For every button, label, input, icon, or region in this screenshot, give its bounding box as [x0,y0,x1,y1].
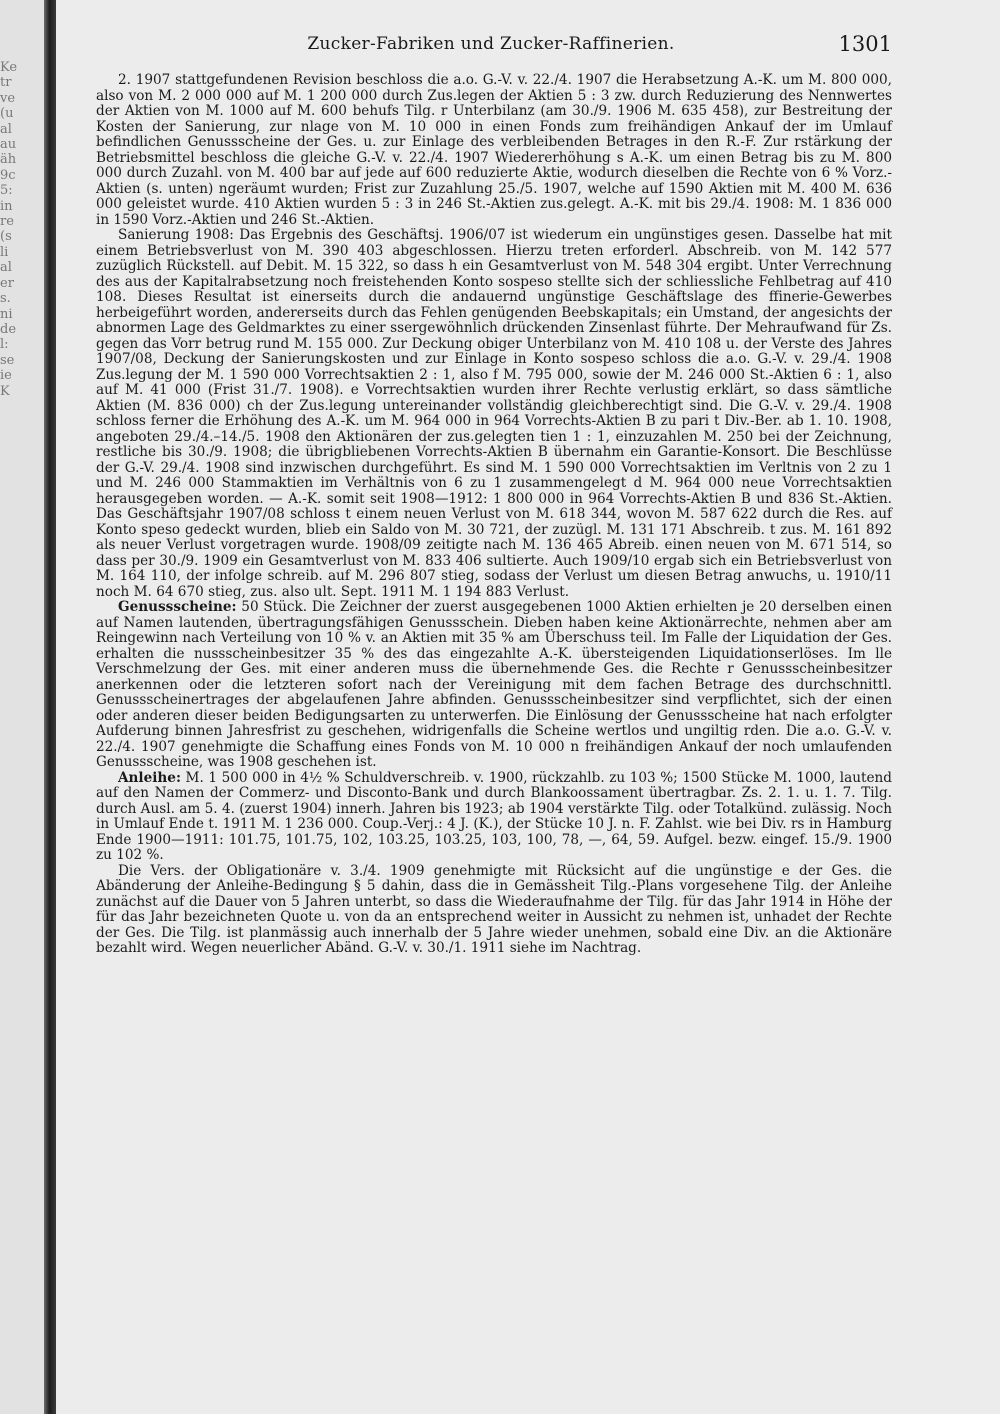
bleed-line: äh [0,152,17,168]
bleed-line: K [0,383,10,399]
bleed-line: (u [0,106,14,122]
paragraph-anleihe [96,771,892,864]
bleed-line: se [0,352,15,368]
bleed-line: au [0,137,17,153]
paragraph-obligationaere [96,864,892,957]
book-spine-gutter [44,0,56,1414]
bleed-line: al [0,260,12,276]
bleed-line: in [0,198,13,214]
paragraph-text: 2. 1907 stattgefundenen Revision beschloss die a.o. G.-V. v. 22./4. 1907 die Herabsetzung A.-K. um M. 800 000, also von M. 2 000 000 auf M. 1 200 000 durch Zus.legen der Aktien 5 : 3 zw. durch Reduzierung des Nennwertes der Aktien von M. 1000 auf M. 600 behufs Tilg. r Unterbilanz (am 30./9. 1906 M. 635 458), zur Bestreitung der Kosten der Sanierung, zur nlage von M. 10 000 in einen Fonds zum freihändigen Ankauf der im Umlauf befindlichen Genussscheine der Ges. u. zur Einlage des verbleibenden Betrages in den R.-F. Zur rstärkung der Betriebsmittel beschloss die gleiche G.-V. v. 22./4. 1907 Wiedererhöhung s A.-K. um einen Betrag bis zu M. 800 000 durch Zuzahl. von M. 400 bar auf jede auf 600 reduzierte Aktie, wodurch dieselben die Rechte von 6 % Vorz.-Aktien (s. unten) ngeräumt wurden; Frist zur Zuzahlung 25./5. 1907, welche auf 1590 Aktien mit M. 400 M. 636 000 geleistet wurde. 410 Aktien wurden 5 : 3 in 246 St.-Aktien zus.gelegt. A.-K. mit bis 29./4. 1908: M. 1 836 000 in 1590 Vorz.-Aktien und 246 St.-Aktien. [96,72,892,228]
bleed-line: s. [0,291,11,307]
paragraph-text: Sanierung 1908: Das Ergebnis des Geschäftsj. 1906/07 ist wiederum ein ungünstiges gesen. Dasselbe hat mit einem Betriebsverlust von M. 390 403 abgeschlossen. Hierzu treten erforderl. Abschreib. von M. 142 577 zuzüglich Rückstell. auf Debit. M. 15 322, so dass h ein Gesamtverlust von M. 548 304 ergibt. Unter Verrechnung des aus der Kapitalrabsetzung noch freistehenden Konto sospeso stellte sich der schliessliche Fehlbetrag auf 410 108. Dieses Resultat ist einerseits durch die andauernd ungünstige Geschäftslage des ffinerie-Gewerbes herbeigeführt worden, andererseits durch das Fehlen genügenden Beebskapitals; ein Umstand, der angesichts der abnormen Lage des Geldmarktes zu einer ssergewöhnlich drückenden Zinsenlast führte. Der Mehraufwand für Zs. gegen das Vorr betrug rund M. 155 000. Zur Deckung obiger Unterbilanz von M. 410 108 u. der Verste des Jahres 1907/08, Deckung der Sanierungskosten und zur Einlage in Konto sospeso schloss die a.o. G.-V. v. 29./4. 1908 Zus.legung der M. 1 590 000 Vorrechtsaktien 2 : 1, also f M. 795 000, sowie der M. 246 000 St.-Aktien 6 : 1, also auf M. 41 000 (Frist 31./7. 1908). e Vorrechtsaktien wurden ihrer Rechte verlustig erklärt, so dass sämtliche Aktien (M. 836 000) ch der Zus.legung untereinander vollständig gleichberechtigt sind. Die G.-V. v. 29./4. 1908 schloss ferner die Erhöhung des A.-K. um M. 964 000 in 964 Vorrechts-Aktien B zu pari t Div.-Ber. ab 1. 10. 1908, angeboten 29./4.–14./5. 1908 den Aktionären der zus.gelegten tien 1 : 1, einzuzahlen M. 250 bei der Zeichnung, restliche bis 30./9. 1908; die übrigbliebenen Vorrechts-Aktien B übernahm ein Garantie-Konsort. Die Beschlüsse der G.-V. 29./4. 1908 sind inzwischen durchgeführt. Es sind M. 1 590 000 Vorrechtsaktien im Verltnis von 2 zu 1 und M. 246 000 Stammaktien im Verhältnis von 6 zu 1 zusammengelegt d M. 964 000 neue Vorrechtsaktien herausgegeben worden. — A.-K. somit seit 1908—1912: 1 800 000 in 964 Vorrechts-Aktien B und 836 St.-Aktien. Das Geschäftsjahr 1907/08 schloss t einem neuen Verlust von M. 618 344, wovon M. 587 622 durch die Res. auf Konto speso gedeckt wurden, blieb ein Saldo von M. 30 721, der zuzügl. M. 131 171 Abschreib. t zus. M. 161 892 als neuer Verlust vorgetragen wurde. 1908/09 zeitigte nach M. 136 465 Abreib. einen neuen von M. 671 514, so dass per 30./9. 1909 ein Gesamtverlust von M. 833 406 sultierte. Auch 1909/10 ergab sich ein Betriebsverlust von M. 164 110, der infolge schreib. auf M. 296 807 stieg, sodass der Verlust um diesen Betrag anwuchs, u. 1910/11 noch M. 64 670 stieg, zus. also ult. Sept. 1911 M. 1 194 883 Verlust. [96,227,892,600]
paragraph-text: M. 1 500 000 in 4½ % Schuldverschreib. v. 1900, rückzahlb. zu 103 %; 1500 Stücke M. 1000, lautend auf den Namen der Commerz- und Disconto-Bank und durch Blankoossament übertragbar. Zs. 2. 1. u. 1. 7. Tilg. durch Ausl. am 5. 4. (zuerst 1904) innerh. Jahren bis 1923; ab 1904 verstärkte Tilg. oder Totalkünd. zulässig. Noch in Umlauf Ende t. 1911 M. 1 236 000. Coup.-Verj.: 4 J. (K.), der Stücke 10 J. n. F. Zahlst. wie bei Div. rs in Hamburg Ende 1900—1911: 101.75, 101.75, 102, 103.25, 103.25, 103, 100, 78, —, 64, 59. Aufgel. bezw. eingef. 15./9. 1900 zu 102 %. [96,769,892,863]
bleed-line: ie [0,368,12,384]
bleed-line: de [0,321,17,337]
page-header [90,34,892,60]
bleed-line: al [0,121,12,137]
bleed-line: ni [0,306,13,322]
section-lead: Anleihe: [118,769,181,786]
running-title: Zucker-Fabriken und Zucker-Raffinerien. [307,34,675,54]
page-number: 1301 [838,32,892,56]
section-lead: Genussscheine: [118,599,237,615]
bleed-line: er [0,275,14,291]
bleed-line: 5: [0,183,13,199]
bleed-line: li [0,244,9,260]
page-body [96,73,892,957]
adjacent-page-bleed [0,60,30,399]
bleed-line: tr [0,75,12,91]
bleed-line: 9c [0,167,16,183]
paragraph-genussscheine [96,600,892,771]
paragraph-text: 50 Stück. Die Zeichner der zuerst ausgegebenen 1000 Aktien erhielten je 20 derselben einen auf Namen lautenden, übertragungsfähigen Genussschein. Dieben haben keine Aktionärrechte, nehmen aber am Reingewinn nach Verteilung von 10 % v. an Aktien mit 35 % am Überschuss teil. Im Falle der Liquidation der Ges. erhalten die nussscheinbesitzer 35 % des das eingezahlte A.-K. übersteigenden Liquidationserlöses. Im lle Verschmelzung der Ges. mit einer anderen muss die übernehmende Ges. die Rechte r Genussscheinbesitzer anerkennen oder die letzteren sofort nach der Vereinigung mit dem fachen Betrage des durchschnittl. Genussscheinertrages der abgelaufenen Jahre abfinden. Genussscheinbesitzer sind verpflichtet, sich der einen oder anderen dieser beiden Bedigungsarten zu unterwerfen. Die Einlösung der Genussscheine hat nach erfolgter Aufderung binnen Jahresfrist zu geschehen, widrigenfalls die Scheine wertlos und ungiltig rden. Die a.o. G.-V. v. 22./4. 1907 genehmigte die Schaffung eines Fonds von M. 10 000 n freihändigen Ankauf der noch umlaufenden Genussscheine, was 1908 geschehen ist. [96,599,893,770]
paragraph-sanierung [96,228,892,600]
bleed-line: ve [0,90,16,106]
bleed-line: (s [0,229,12,245]
bleed-line: Ke [0,60,18,75]
bleed-line: re [0,214,14,230]
bleed-line: l: [0,337,9,353]
paragraph-text: Die Vers. der Obligationäre v. 3./4. 1909 genehmigte mit Rücksicht auf die ungünstige e der Ges. die Abänderung der Anleihe-Bedingung § 5 dahin, dass die in Gemässheit Tilg.-Plans vorgesehene Tilg. der Anleihe zunächst auf die Dauer von 5 Jahren unterbt, so dass die Wiederaufnahme der Tilg. für das Jahr 1914 in Höhe der für das Jahr bezeichneten Quote u. von da an entsprechend weiter in Aussicht zu nehmen ist, unhadet der Rechte der Ges. Die Tilg. ist planmässig auch innerhalb der 5 Jahre wieder unehmen, sobald eine Div. an die Aktionäre bezahlt wird. Wegen neuerlicher Abänd. G.-V. v. 30./1. 1911 siehe im Nachtrag. [96,862,892,956]
paragraph-revision [96,73,892,228]
